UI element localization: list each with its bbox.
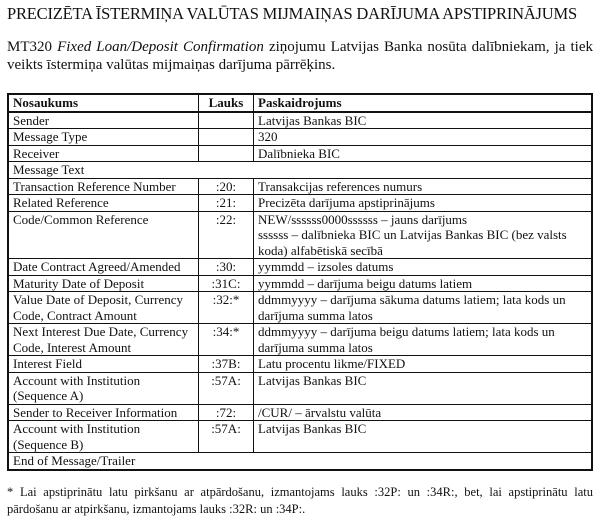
table-row [8,372,592,404]
table-row [8,259,592,276]
row-description [254,259,593,276]
row-field: :31C: [199,275,254,292]
row-name: End of Message/Trailer [8,453,592,470]
row-field: :37B: [199,356,254,373]
row-name: Interest Field [8,356,199,373]
intro-paragraph [7,38,593,74]
row-name: Code/Common Reference [8,211,199,259]
row-field: :22: [199,211,254,259]
row-name: Account with Institution (Sequence B) [8,421,199,453]
table-row [8,356,592,373]
table-row [8,421,592,453]
row-description [254,275,593,292]
row-description-line: Latvijas Bankas BIC [258,112,367,128]
row-field: :30: [199,259,254,276]
table-row [8,162,592,179]
row-name: Next Interest Due Date, Currency Code, Interest Amount [8,324,199,356]
table-row [8,112,592,129]
row-description-line: NEW/ssssss0000ssssss – jauns darījums [258,211,468,227]
row-name: Related Reference [8,195,199,212]
row-field: :72: [199,404,254,421]
row-name: Message Text [8,162,592,179]
row-field [199,145,254,162]
intro-suffix: ziņojumu Latvijas Banka nosūta dalībniekam, ja tiek veikts īstermiņa valūtas mijmaiņas darījuma pārrēķins. [7,39,594,73]
row-name: Sender [8,112,199,129]
row-description-line: Dalībnieka BIC [258,145,340,161]
row-field: :34:* [199,324,254,356]
intro-message-name: Fixed Loan/Deposit Confirmation [57,39,264,55]
row-description [254,421,593,453]
row-description-line: yymmdd – izsoles datums [258,259,394,274]
row-description-line: ddmmyyyy – darījuma beigu datums latiem; lata kods un darījuma summa latos [258,324,555,355]
table-row [8,324,592,356]
table-row [8,292,592,324]
row-description [254,211,593,259]
row-description [254,324,593,356]
row-description-line: Latu procentu likme/FIXED [258,356,406,371]
row-name: Transaction Reference Number [8,178,199,195]
table-row [8,195,592,212]
row-field: :57A: [199,372,254,404]
table-row [8,275,592,292]
table-row [8,178,592,195]
table-row [8,211,592,259]
row-field: :21: [199,195,254,212]
row-description [254,356,593,373]
header-field: Lauks [199,94,254,112]
row-description-line: 320 [258,129,278,144]
row-field [199,129,254,146]
row-name: Account with Institution (Sequence A) [8,372,199,404]
row-field: :20: [199,178,254,195]
row-name: Sender to Receiver Information [8,404,199,421]
row-name: Maturity Date of Deposit [8,275,199,292]
row-name: Value Date of Deposit, Currency Code, Contract Amount [8,292,199,324]
row-description-line: yymmdd – darījuma beigu datums latiem [258,275,473,291]
row-description-line: ddmmyyyy – darījuma sākuma datums latiem; lata kods un darījuma summa latos [258,292,566,323]
table-row [8,453,592,470]
table-row [8,145,592,162]
row-description [254,178,593,195]
row-description [254,195,593,212]
row-description [254,292,593,324]
row-field [199,112,254,129]
footnote: * Lai apstiprinātu latu pirkšanu ar atpārdošanu, izmantojams lauks :32P: un :34R:, bet, lai apstiprinātu latu pārdošanu ar atpirkšanu, izmantojams lauks :32R: un :34P:. [7,485,593,516]
row-description [254,145,593,162]
row-description-line: ssssss – dalībnieka BIC un Latvijas Bankas BIC (bez valsts koda) alfabētiskā secībā [258,227,567,258]
header-name: Nosaukums [8,94,199,112]
row-name: Message Type [8,129,199,146]
row-field: :32:* [199,292,254,324]
row-name: Receiver [8,145,199,162]
mt320-fields-table [7,93,593,471]
row-description-line: /CUR/ – ārvalstu valūta [258,404,382,420]
document-title: PRECIZĒTA ĪSTERMIŅA VALŪTAS MIJMAIŅAS DARĪJUMA APSTIPRINĀJUMS [7,4,577,23]
table-header-row [8,94,592,112]
row-description-line: Transakcijas references numurs [258,178,423,194]
row-description [254,129,593,146]
table-row [8,129,592,146]
row-description-line: Latvijas Bankas BIC [258,421,367,436]
intro-prefix: MT320 [7,39,58,55]
header-description: Paskaidrojums [254,94,593,112]
row-description-line: Precizēta darījuma apstiprinājums [258,195,435,210]
table-row [8,404,592,421]
row-description [254,372,593,404]
row-field: :57A: [199,421,254,453]
row-name: Date Contract Agreed/Amended [8,259,199,276]
row-description [254,112,593,129]
row-description [254,404,593,421]
row-description-line: Latvijas Bankas BIC [258,372,367,388]
